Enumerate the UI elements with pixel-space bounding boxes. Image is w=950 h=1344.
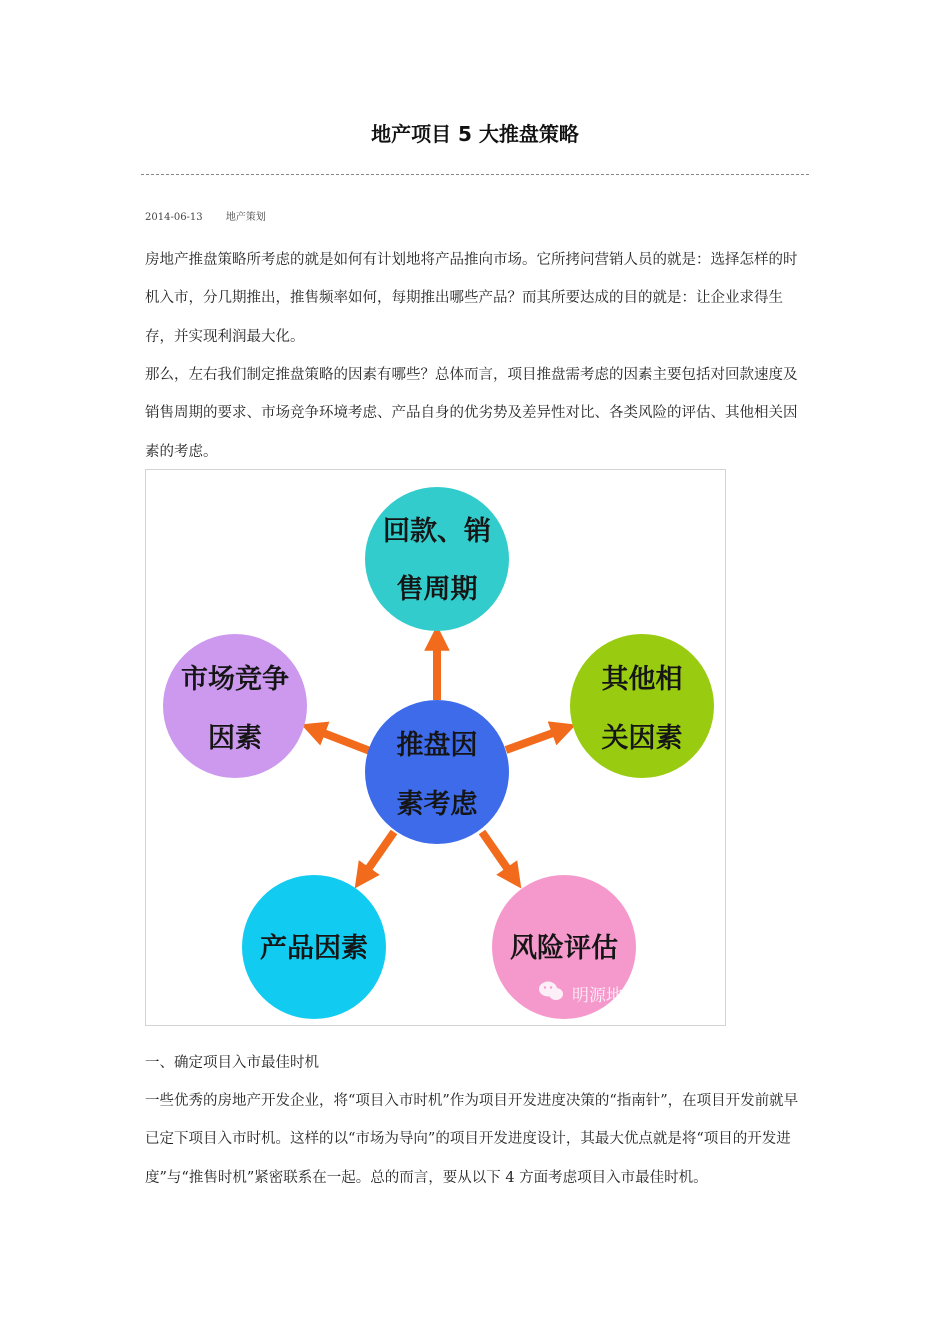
circle-left-line1: 市场竞争 [181,664,289,695]
circle-right [570,634,714,778]
diagram-canvas [146,470,725,1025]
strategy-factors-diagram [145,469,726,1026]
arrow-to-bottom-left [362,832,394,878]
circle-top-line2: 售周期 [396,574,478,605]
circle-bottom-right-line1: 风险评估 [510,933,618,964]
category-tag: 地产策划 [225,212,266,223]
circle-center [365,700,509,844]
circle-left [163,634,307,778]
arrow-to-bottom-right [482,832,514,878]
circle-right-line1: 其他相 [601,664,683,695]
watermark-text: 明源地产研究院 [572,986,691,1006]
circle-top-line1: 回款、销 [383,516,491,547]
circle-bottom-left-line1: 产品因素 [260,933,368,964]
paragraph-intro: 房地产推盘策略所考虑的就是如何有计划地将产品推向市场。它所拷问营销人员的就是：选择怎样的时机入市，分几期推出，推售频率如何，每期推出哪些产品？而其所要达成的目的就是：让企业求得生存，并实现利润最大化。 [145,252,798,345]
circle-right-line2: 关因素 [601,723,683,754]
paragraph-factors: 那么，左右我们制定推盘策略的因素有哪些？总体而言，项目推盘需考虑的因素主要包括对回款速度及销售周期的要求、市场竞争环境考虑、产品自身的优劣势及差异性对比、各类风险的评估、其他相关因素的考虑。 [145,367,798,460]
circle-center-line2: 素考虑 [396,789,478,820]
arrow-to-left [313,729,370,751]
publish-date: 2014-06-13 [145,212,203,223]
title-divider [141,174,809,175]
section-heading: 一、确定项目入市最佳时机 [145,1055,319,1071]
circle-top [365,487,509,631]
article-meta [145,208,286,223]
circle-left-line2: 因素 [208,723,262,754]
paragraph-timing: 一些优秀的房地产开发企业，将“项目入市时机”作为项目开发进度决策的“指南针”，在项目开发前就早已定下项目入市时机。这样的以“市场为导向”的项目开发进度设计，其最大优点就是将“项目的开发进度”与“推售时机”紧密联系在一起。总的而言，要从以下 4 方面考虑项目入市最佳时机。 [145,1093,799,1186]
circle-center-line1: 推盘因 [396,730,478,761]
document-title: 地产项目 5 大推盘策略 [371,122,579,146]
arrow-to-right [506,729,564,750]
